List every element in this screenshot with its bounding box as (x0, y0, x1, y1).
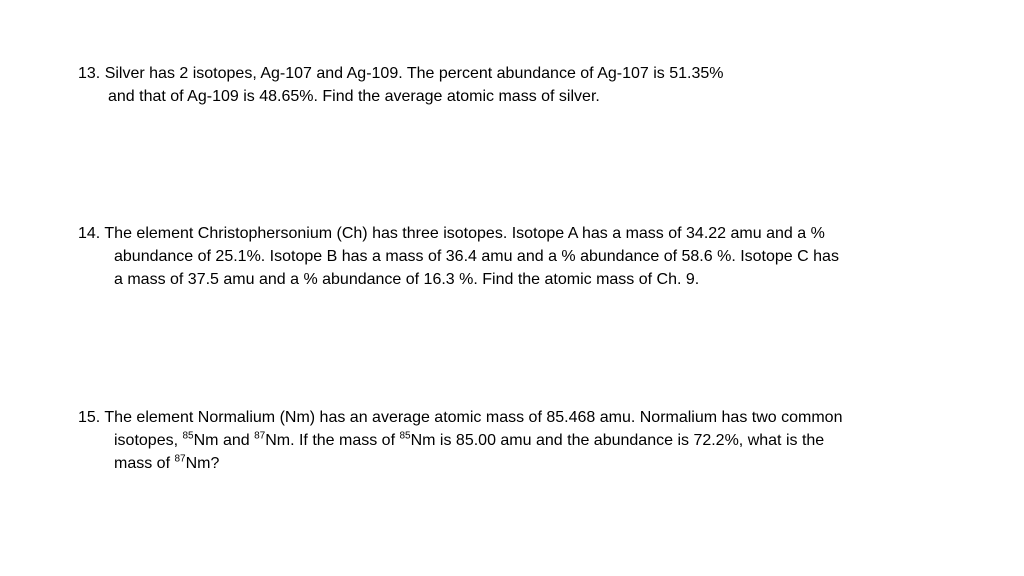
q15-superscript-87: 87 (254, 430, 266, 442)
q15-superscript-85-b: 85 (399, 430, 411, 442)
q15-text-mass-of: mass of (114, 455, 175, 472)
q15-text-nm-question: Nm? (185, 455, 220, 472)
question-15-line-1: 15. The element Normalium (Nm) has an average atomic mass of 85.468 amu. Normalium has two common (78, 409, 843, 426)
q15-text-isotopes: isotopes, (114, 432, 183, 449)
question-14 (78, 222, 839, 291)
q15-text-nm-and: Nm and (193, 432, 255, 449)
q15-superscript-87-b: 87 (174, 453, 186, 465)
question-15-line-2 (78, 429, 842, 452)
q15-text-if-mass: Nm. If the mass of (265, 432, 400, 449)
question-14-line-1: 14. The element Christophersonium (Ch) has three isotopes. Isotope A has a mass of 34.22 amu and a % (78, 225, 825, 242)
question-15 (78, 406, 842, 475)
question-13 (78, 62, 724, 108)
question-13-line-2: and that of Ag-109 is 48.65%. Find the average atomic mass of silver. (108, 88, 600, 105)
q15-text-abundance: Nm is 85.00 amu and the abundance is 72.2%, what is the (410, 432, 825, 449)
question-14-line-3: a mass of 37.5 amu and a % abundance of 16.3 %. Find the atomic mass of Ch. 9. (114, 271, 700, 288)
question-14-line-2: abundance of 25.1%. Isotope B has a mass of 36.4 amu and a % abundance of 58.6 %. Isotope C has (114, 248, 839, 265)
question-13-line-1: 13. Silver has 2 isotopes, Ag-107 and Ag-109. The percent abundance of Ag-107 is 51.35% (78, 65, 724, 82)
q15-superscript-85: 85 (182, 430, 194, 442)
question-15-line-3 (78, 452, 842, 475)
